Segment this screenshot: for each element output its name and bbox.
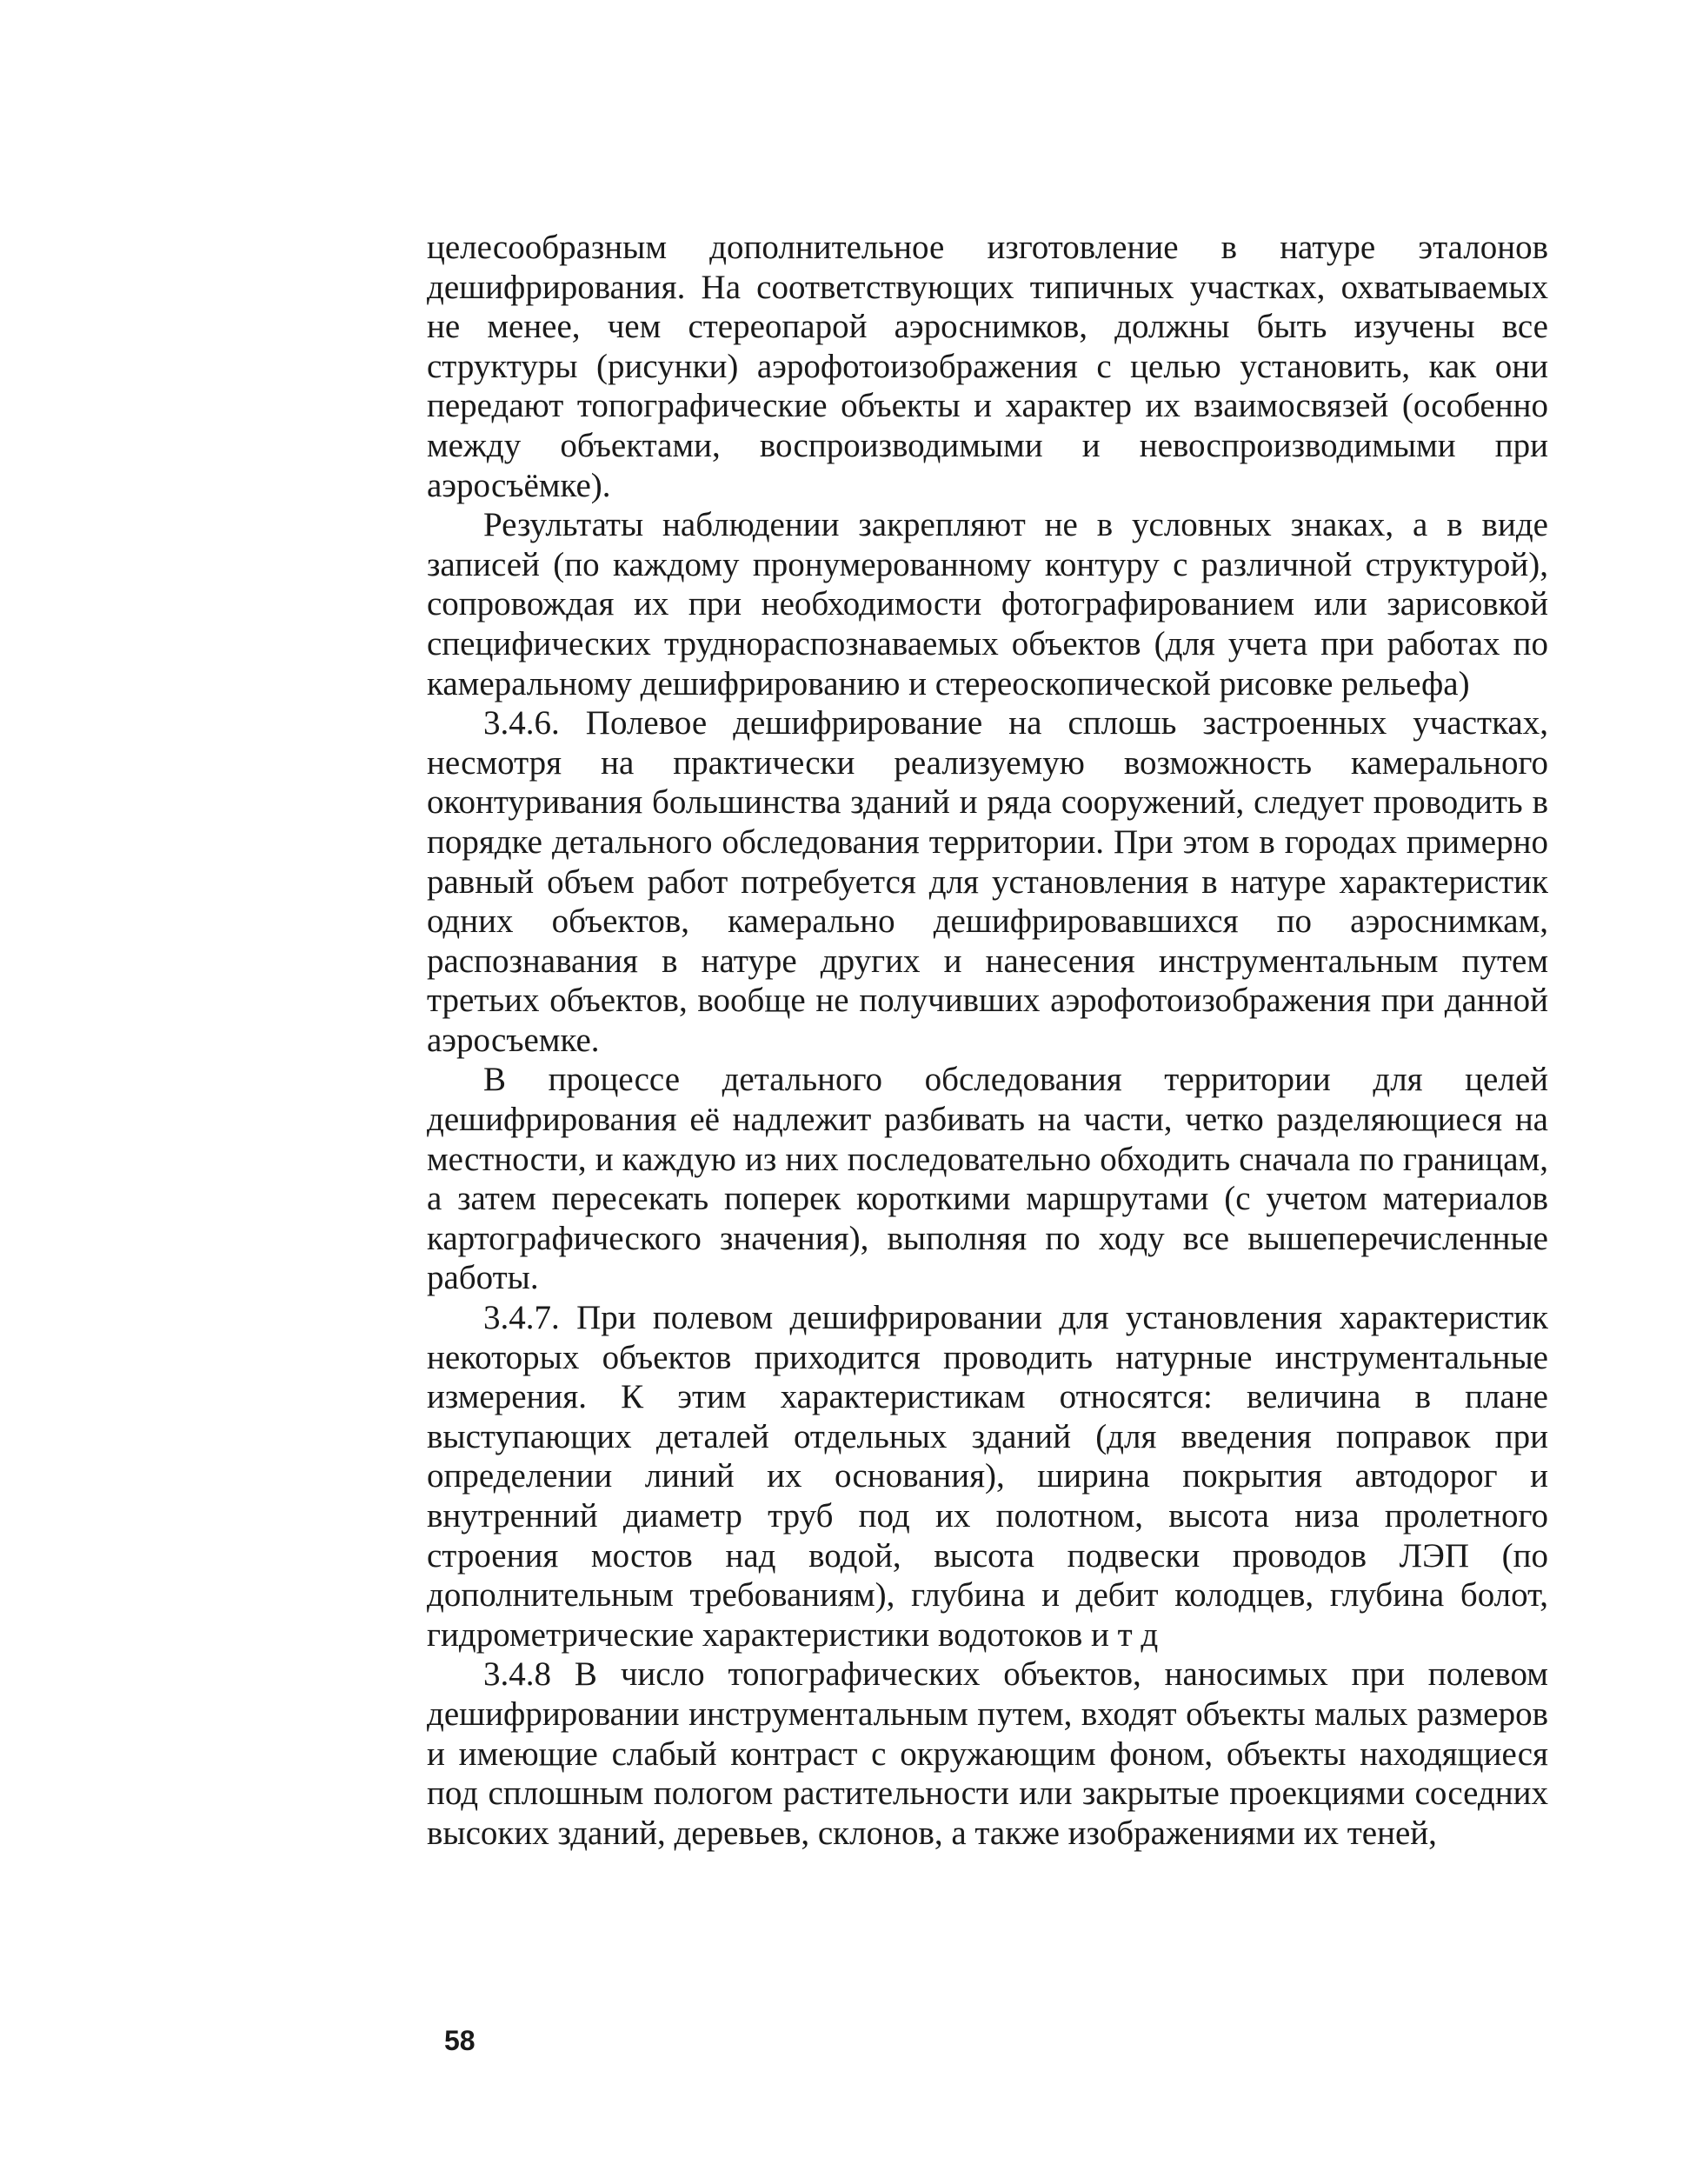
paragraph-observation-results: Результаты наблюдении закрепляют не в условных знаках, а в виде записей (по каждому пронумерованному контуру с различной структурой), сопровождая их при необходимости фотографированием или зарисовкой специфических труднораспознаваемых объектов (для учета при работах по камеральному дешифрированию и стереоскопической рисовке рельефа) xyxy=(427,506,1548,702)
paragraph-continuation: целесообразным дополнительное изготовление в натуре эталонов дешифрирования. На соответствующих типичных участках, охватываемых не менее, чем стереопарой аэроснимков, должны быть изучены все структуры (рисунки) аэрофотоизображения с целью установить, как они передают топографические объекты и характер их взаимосвязей (особенно между объектами, воспроизводимыми и невоспроизводимыми при аэросъёмке). xyxy=(427,229,1548,504)
paragraph-section-3-4-7: 3.4.7. При полевом дешифрировании для установления характеристик некоторых объектов приходится проводить натурные инструментальные измерения. К этим характеристикам относятся: величина в плане выступающих деталей отдельных зданий (для введения поправок при определении линий их основания), ширина покрытия автодорог и внутренний диаметр труб под их полотном, высота низа пролетного строения мостов над водой, высота подвески проводов ЛЭП (по дополнительным требованиям), глубина и дебит колодцев, глубина болот, гидрометрические характеристики водотоков и т д xyxy=(427,1299,1548,1654)
body-text xyxy=(427,228,1548,1853)
paragraph-survey-process: В процессе детального обследования территории для целей дешифрирования её надлежит разбивать на части, четко разделяющиеся на местности, и каждую из них последовательно обходить сначала по границам, а затем пересекать поперек короткими маршрутами (с учетом материалов картографического значения), выполняя по ходу все вышеперечисленные работы. xyxy=(427,1061,1548,1297)
page-number: 58 xyxy=(444,2025,476,2056)
paragraph-section-3-4-6: 3.4.6. Полевое дешифрирование на сплошь застроенных участках, несмотря на практически реализуемую возможность камерального оконтуривания большинства зданий и ряда сооружений, следует проводить в порядке детального обследования территории. При этом в городах примерно равный объем работ потребуется для установления в натуре характеристик одних объектов, камерально дешифрировавшихся по аэроснимкам, распознавания в натуре других и нанесения инструментальным путем третьих объектов, вообще не получивших аэрофотоизображения при данной аэросъемке. xyxy=(427,704,1548,1059)
paragraph-section-3-4-8: 3.4.8 В число топографических объектов, наносимых при полевом дешифрировании инструментальным путем, входят объекты малых размеров и имеющие слабый контраст с окружающим фоном, объекты находящиеся под сплошным пологом растительности или закрытые проекциями соседних высоких зданий, деревьев, склонов, а также изображениями их теней, xyxy=(427,1655,1548,1852)
